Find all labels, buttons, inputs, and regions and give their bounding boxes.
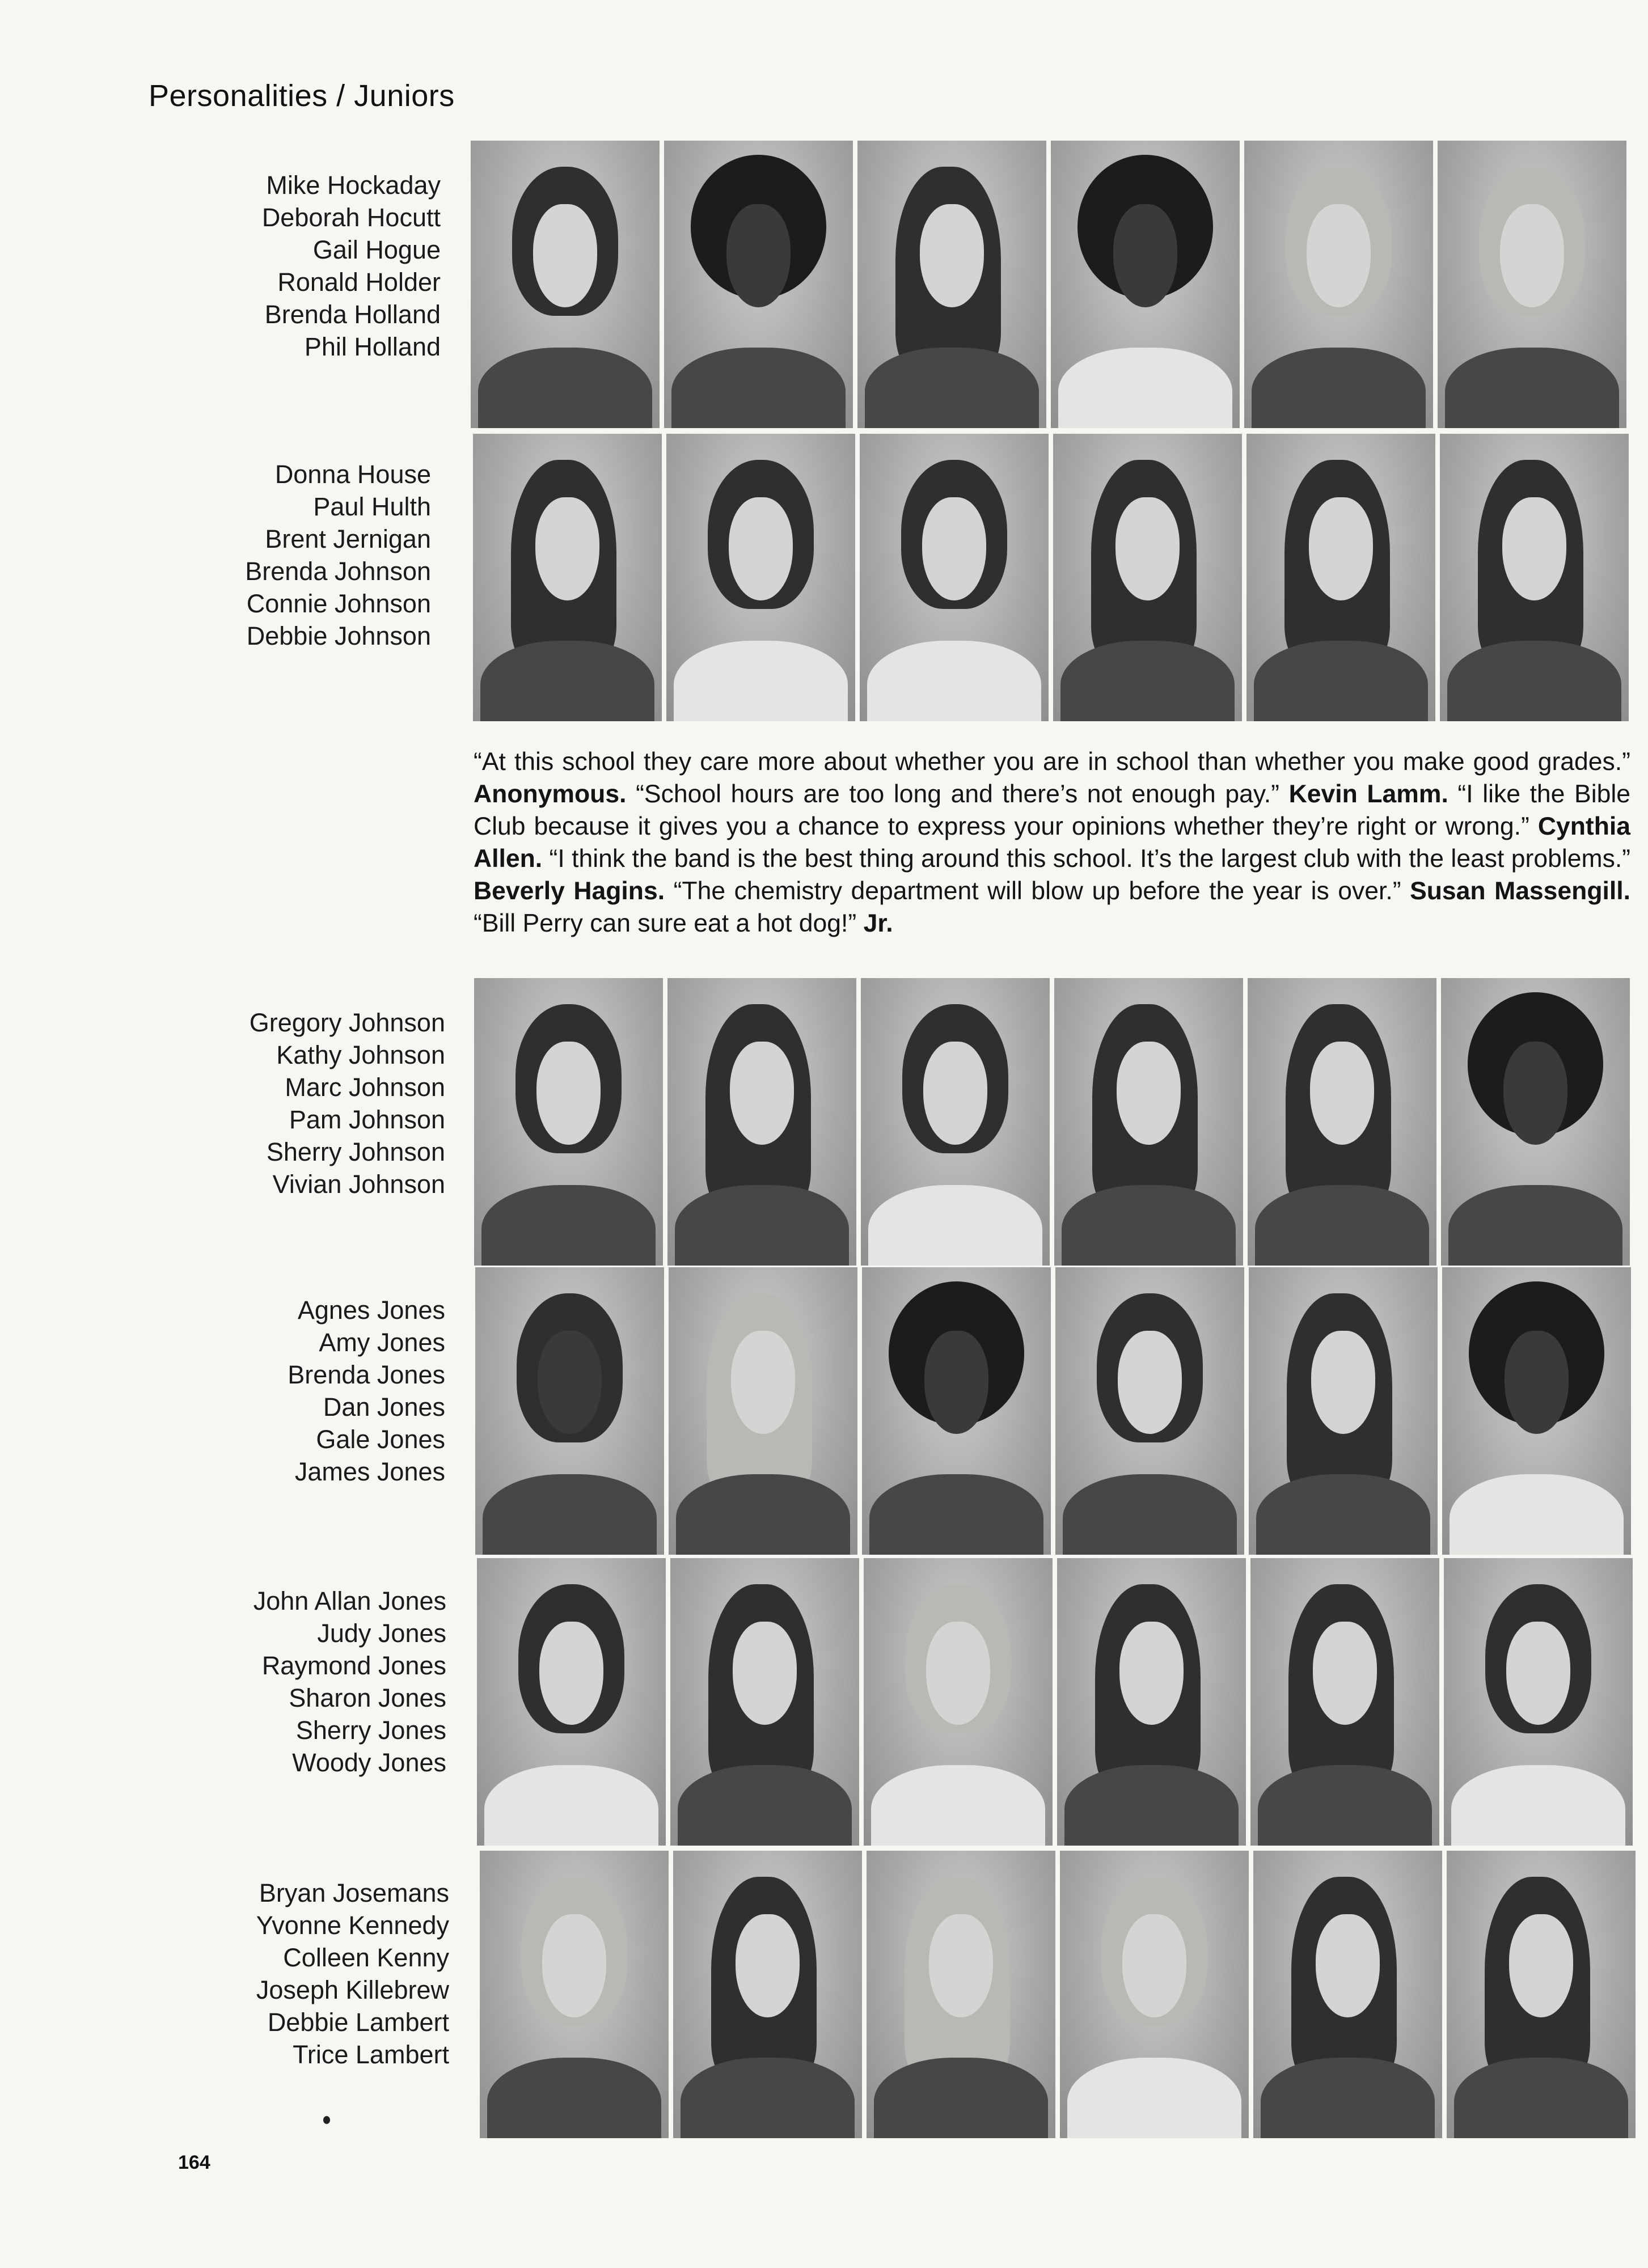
student-name: Debbie Lambert bbox=[267, 2008, 449, 2037]
name-list bbox=[113, 458, 431, 652]
student-photo bbox=[473, 434, 662, 721]
student-photo bbox=[471, 141, 660, 428]
student-photo bbox=[669, 1267, 857, 1555]
quote-author: Beverly Hagins. bbox=[474, 877, 665, 905]
student-name: James Jones bbox=[294, 1457, 445, 1486]
student-name: Paul Hulth bbox=[313, 492, 431, 521]
student-photo bbox=[1054, 978, 1243, 1266]
student-name: Brenda Holland bbox=[264, 300, 441, 329]
student-name: Bryan Josemans bbox=[259, 1878, 449, 1907]
student-name: Kathy Johnson bbox=[276, 1040, 445, 1069]
student-name: Amy Jones bbox=[319, 1328, 445, 1357]
student-name: Phil Holland bbox=[304, 332, 441, 361]
quote-text: “School hours are too long and there’s not enough pay.” bbox=[626, 780, 1289, 808]
student-name: Connie Johnson bbox=[246, 589, 431, 618]
quote-author: Cynthia Allen. bbox=[474, 813, 1630, 873]
quote-author: Anonymous. bbox=[474, 780, 627, 808]
page-number: 164 bbox=[178, 2152, 210, 2173]
student-name: Sherry Jones bbox=[295, 1716, 446, 1745]
student-photo bbox=[1253, 1851, 1442, 2138]
quote-text: “I like the Bible Club because it gives you a chance to express your opinions whether they’re right or wrong.” bbox=[474, 780, 1630, 840]
student-photo bbox=[860, 434, 1049, 721]
student-photo bbox=[475, 1267, 664, 1555]
student-photo bbox=[474, 978, 663, 1266]
quote-author: Susan Massengill. bbox=[1410, 877, 1631, 905]
student-name: Judy Jones bbox=[317, 1619, 446, 1648]
student-name: Sharon Jones bbox=[289, 1683, 446, 1712]
student-photo bbox=[1250, 1558, 1439, 1846]
ink-dot bbox=[323, 2116, 330, 2124]
photo-row bbox=[474, 978, 1630, 1266]
student-name: Brenda Jones bbox=[288, 1360, 445, 1389]
student-name: Raymond Jones bbox=[261, 1651, 446, 1680]
student-name: Brent Jernigan bbox=[265, 524, 431, 553]
student-photo bbox=[666, 434, 855, 721]
student-photo bbox=[1053, 434, 1242, 721]
student-photo bbox=[1447, 1851, 1636, 2138]
photo-row bbox=[477, 1558, 1633, 1846]
photo-row bbox=[480, 1851, 1636, 2138]
student-name: Donna House bbox=[274, 460, 431, 489]
quote-block bbox=[474, 746, 1630, 940]
student-photo bbox=[862, 1267, 1051, 1555]
student-name: Sherry Johnson bbox=[266, 1137, 445, 1166]
student-name: Mike Hockaday bbox=[266, 171, 441, 200]
student-photo bbox=[864, 1558, 1053, 1846]
student-name: Woody Jones bbox=[292, 1748, 446, 1777]
name-list bbox=[128, 1006, 445, 1200]
student-name: Gail Hogue bbox=[312, 235, 441, 264]
student-photo bbox=[1060, 1851, 1249, 2138]
student-photo bbox=[1441, 978, 1630, 1266]
student-photo bbox=[477, 1558, 666, 1846]
name-list bbox=[128, 1294, 445, 1488]
student-photo bbox=[1051, 141, 1240, 428]
student-photo bbox=[1249, 1267, 1438, 1555]
photo-row bbox=[473, 434, 1629, 721]
quote-text: “At this school they care more about whether you are in school than whether you make good grades.” bbox=[474, 748, 1630, 776]
student-name: Deborah Hocutt bbox=[261, 203, 441, 232]
student-photo bbox=[861, 978, 1050, 1266]
student-photo bbox=[1246, 434, 1435, 721]
student-photo bbox=[480, 1851, 669, 2138]
student-photo bbox=[1248, 978, 1436, 1266]
student-name: John Allan Jones bbox=[253, 1586, 446, 1615]
student-name: Ronald Holder bbox=[277, 268, 441, 297]
student-name: Yvonne Kennedy bbox=[256, 1911, 449, 1940]
student-name: Pam Johnson bbox=[289, 1105, 445, 1134]
student-name: Dan Jones bbox=[323, 1393, 445, 1421]
student-name: Vivian Johnson bbox=[272, 1170, 445, 1199]
student-name: Agnes Jones bbox=[297, 1296, 445, 1325]
student-photo bbox=[1444, 1558, 1633, 1846]
student-name: Colleen Kenny bbox=[283, 1943, 449, 1972]
quote-author: Kevin Lamm. bbox=[1288, 780, 1448, 808]
student-name: Trice Lambert bbox=[293, 2040, 449, 2069]
photo-row bbox=[471, 141, 1626, 428]
quote-author: Jr. bbox=[863, 909, 893, 937]
name-list bbox=[123, 169, 441, 363]
student-photo bbox=[673, 1851, 862, 2138]
student-photo bbox=[667, 978, 856, 1266]
photo-row bbox=[475, 1267, 1631, 1555]
student-name: Debbie Johnson bbox=[246, 621, 431, 650]
student-name: Joseph Killebrew bbox=[256, 1975, 449, 2004]
student-photo bbox=[1440, 434, 1629, 721]
quote-text: “The chemistry department will blow up before the year is over.” bbox=[665, 877, 1410, 905]
name-list bbox=[132, 1877, 449, 2071]
student-name: Gale Jones bbox=[316, 1425, 445, 1454]
student-photo bbox=[1244, 141, 1433, 428]
name-list bbox=[129, 1585, 446, 1779]
student-photo bbox=[1438, 141, 1626, 428]
quote-text: “Bill Perry can sure eat a hot dog!” bbox=[474, 909, 864, 937]
student-photo bbox=[664, 141, 853, 428]
student-name: Brenda Johnson bbox=[245, 557, 431, 586]
student-name: Marc Johnson bbox=[285, 1073, 445, 1102]
student-photo bbox=[1055, 1267, 1244, 1555]
student-photo bbox=[867, 1851, 1055, 2138]
student-photo bbox=[1442, 1267, 1631, 1555]
page-header: Personalities / Juniors bbox=[149, 79, 455, 113]
quote-text: “I think the band is the best thing around this school. It’s the largest club with the least problems.” bbox=[542, 845, 1630, 873]
student-photo bbox=[1057, 1558, 1246, 1846]
student-photo bbox=[670, 1558, 859, 1846]
student-photo bbox=[857, 141, 1046, 428]
student-name: Gregory Johnson bbox=[249, 1008, 445, 1037]
